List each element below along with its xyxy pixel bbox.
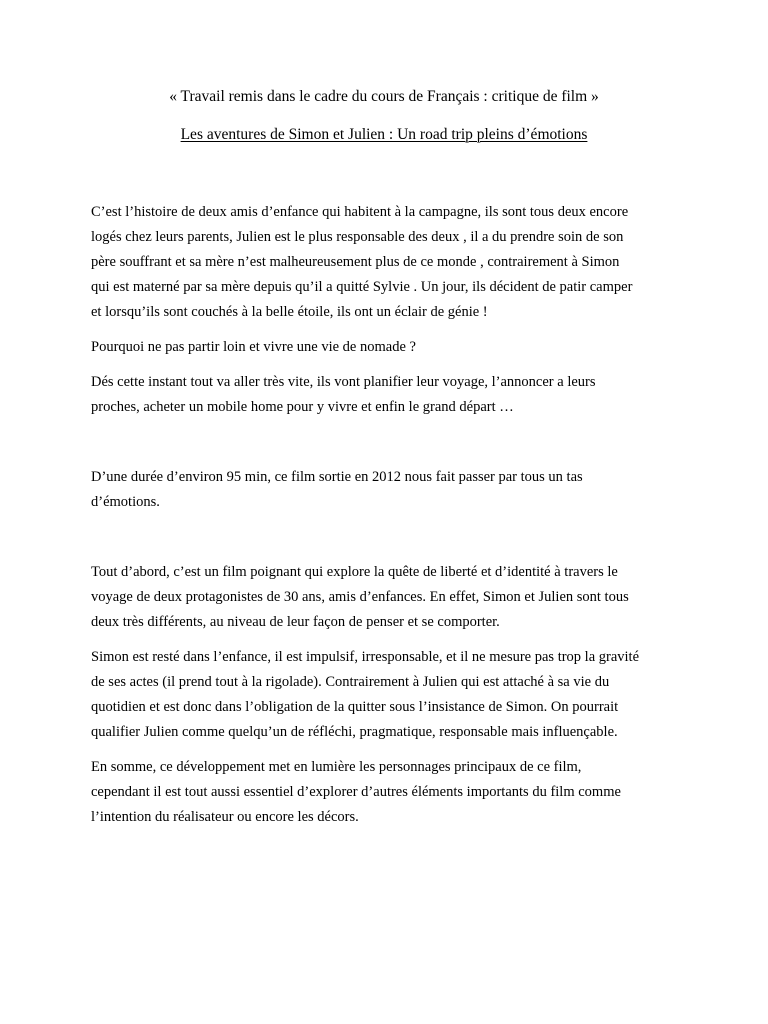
- paragraph-departure: [91, 370, 691, 420]
- paragraph-question: [91, 335, 691, 360]
- paragraph-line: l’intention du réalisateur ou encore les décors.: [91, 809, 359, 825]
- course-header: « Travail remis dans le cadre du cours de Français : critique de film »: [169, 88, 599, 105]
- paragraph-line: logés chez leurs parents, Julien est le plus responsable des deux , il a du prendre soin de son: [91, 229, 624, 245]
- paragraph-first-point: [91, 560, 691, 635]
- paragraph-film-duration: [91, 465, 691, 515]
- paragraph-line: C’est l’histoire de deux amis d’enfance qui habitent à la campagne, ils sont tous deux encore: [91, 204, 629, 220]
- paragraph-line: de ses actes (il prend tout à la rigolade). Contrairement à Julien qui est attaché à sa vie du: [91, 674, 610, 690]
- paragraph-story-intro: [91, 200, 691, 325]
- document-title-text: Les aventures de Simon et Julien : Un road trip pleins d’émotions: [180, 126, 588, 143]
- paragraph-line: Dés cette instant tout va aller très vite, ils vont planifier leur voyage, l’annoncer a leurs: [91, 374, 596, 390]
- paragraph-line: Tout d’abord, c’est un film poignant qui explore la quête de liberté et d’identité à travers le: [91, 564, 618, 580]
- paragraph-line: père souffrant et sa mère n’est malheureusement plus de ce monde , contrairement à Simon: [91, 254, 620, 270]
- paragraph-line: proches, acheter un mobile home pour y vivre et enfin le grand départ …: [91, 399, 514, 415]
- paragraph-line: cependant il est tout aussi essentiel d’explorer d’autres éléments importants du film comme: [91, 784, 621, 800]
- paragraph-line: Simon est resté dans l’enfance, il est impulsif, irresponsable, et il ne mesure pas trop la gravité: [91, 649, 640, 665]
- paragraph-line: voyage de deux protagonistes de 30 ans, amis d’enfances. En effet, Simon et Julien sont tous: [91, 589, 629, 605]
- paragraph-line: et lorsqu’ils sont couchés à la belle étoile, ils ont un éclair de génie !: [91, 304, 488, 320]
- paragraph-line: deux très différents, au niveau de leur façon de penser et se comporter.: [91, 614, 500, 630]
- paragraph-line: qui est materné par sa mère depuis qu’il a quitté Sylvie . Un jour, ils décident de patir camper: [91, 279, 633, 295]
- paragraph-characters: [91, 645, 691, 745]
- paragraph-line: D’une durée d’environ 95 min, ce film sortie en 2012 nous fait passer par tous un tas: [91, 469, 583, 485]
- paragraph-line: Pourquoi ne pas partir loin et vivre une vie de nomade ?: [91, 339, 416, 355]
- paragraph-conclusion: [91, 755, 691, 830]
- paragraph-line: d’émotions.: [91, 494, 160, 510]
- paragraph-line: En somme, ce développement met en lumière les personnages principaux de ce film,: [91, 759, 582, 775]
- paragraph-line: quotidien et est donc dans l’obligation de la quitter sous l’insistance de Simon. On pourrait: [91, 699, 619, 715]
- document-title: [0, 125, 768, 145]
- paragraph-line: qualifier Julien comme quelqu’un de réfléchi, pragmatique, responsable mais influençable.: [91, 724, 618, 740]
